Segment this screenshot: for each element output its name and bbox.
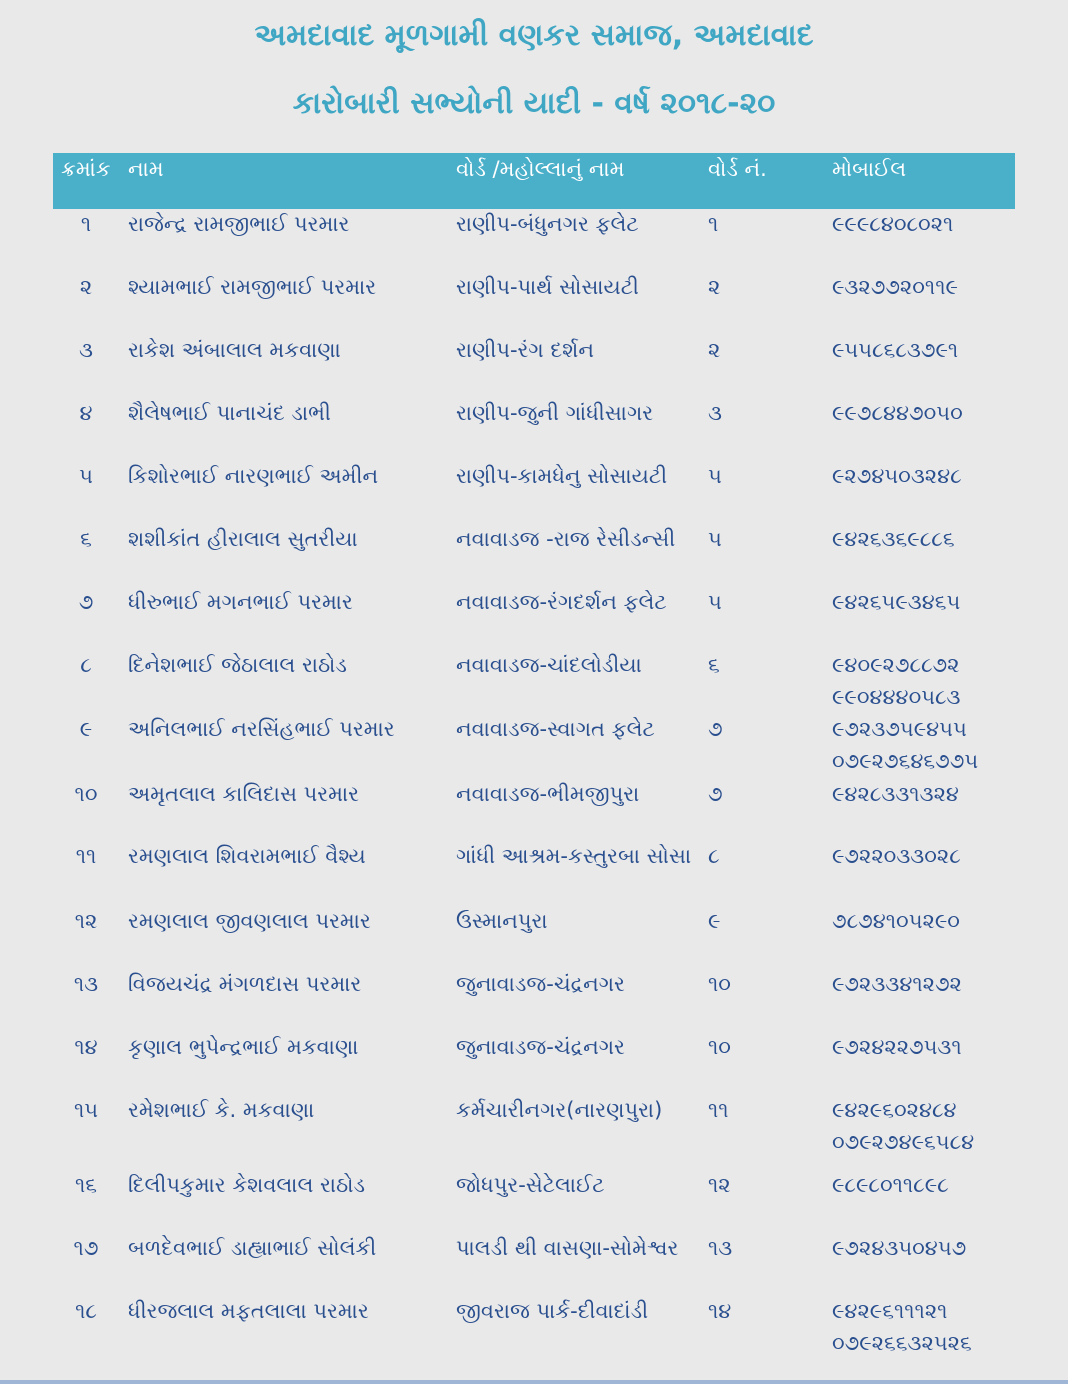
area-cell: ગાંધી આશ્રમ-કસ્તુરબા સોસા (456, 844, 692, 868)
mobile-cell (832, 586, 960, 618)
name-cell: શશીકાંત હીરાલાલ સુતરીયા (128, 527, 358, 551)
mobile-cell (832, 968, 962, 1000)
ward-cell: ૮ (708, 844, 720, 868)
mobile-cell (832, 523, 955, 555)
serial-cell: ૫ (79, 464, 93, 488)
mobile-cell (832, 460, 962, 492)
area-cell: નવાવાડજ-ચાંદલોડીયા (456, 653, 642, 677)
mobile-number: ૯૯૭૮૪૪૭૦૫૦ (832, 401, 963, 425)
mobile-cell (832, 713, 978, 777)
ward-cell: ૧૨ (708, 1173, 731, 1197)
serial-cell: ૧૮ (75, 1299, 97, 1323)
name-cell: શ્યામભાઈ રામજીભાઈ પરમાર (128, 275, 377, 299)
serial-cell: ૧૩ (73, 972, 99, 996)
serial-cell: ૧૧ (75, 844, 97, 868)
ward-cell: ૧૧ (708, 1098, 729, 1122)
area-cell: જોધપુર-સેટેલાઈટ (456, 1173, 605, 1197)
area-cell: ઉસ્માનપુરા (456, 909, 548, 933)
mobile-number-secondary: ૯૯૦૪૪૪૦૫૮૩ (832, 685, 961, 709)
mobile-number: ૯૭૨૩૭૫૯૪૫૫ (832, 717, 967, 741)
name-cell: રમણલાલ શિવરામભાઈ વૈશ્ય (128, 844, 366, 868)
mobile-cell (832, 1094, 974, 1158)
mobile-cell (832, 1031, 962, 1063)
mobile-number: ૯૭૨૩૩૪૧૨૭૨ (832, 972, 962, 996)
name-cell: કિશોરભાઈ નારણભાઈ અમીન (128, 464, 379, 488)
serial-cell: ૧૦ (74, 782, 98, 806)
mobile-number: ૯૪૦૯૨૭૮૮૭૨ (832, 653, 960, 677)
serial-cell: ૧ (80, 212, 92, 236)
mobile-number-secondary: ૦૭૯૨૭૬૪૬૭૭૫ (832, 749, 979, 773)
mobile-number: ૯૪૨૬૩૬૯૮૮૬ (832, 527, 955, 551)
name-cell: દિનેશભાઈ જેઠાલાલ રાઠોડ (128, 653, 347, 677)
mobile-cell (832, 208, 953, 240)
name-cell: ધીરજલાલ મફતલાલા પરમાર (128, 1299, 369, 1323)
serial-cell: ૬ (80, 527, 92, 551)
mobile-number: ૭૮૭૪૧૦૫૨૯૦ (832, 909, 960, 933)
serial-cell: ૧૭ (73, 1236, 99, 1260)
mobile-number: ૯૪૨૯૬૧૧૧૨૧ (832, 1299, 948, 1323)
bottom-divider (0, 1380, 1068, 1384)
ward-cell: ૭ (708, 717, 723, 741)
ward-cell: ૩ (708, 401, 722, 425)
area-cell: જુનાવાડજ-ચંદ્રનગર (456, 972, 625, 996)
header-serial: ક્રમાંક (61, 157, 111, 181)
page-title: અમદાવાદ મૂળગામી વણકર સમાજ, અમદાવાદ (254, 18, 814, 53)
serial-cell: ૧૪ (74, 1035, 98, 1059)
header-mobile: મોબાઈલ (832, 157, 907, 181)
ward-cell: ૭ (708, 782, 723, 806)
serial-cell: ૧૨ (74, 909, 98, 933)
name-cell: કૃણાલ ભુપેન્દ્રભાઈ મકવાણા (128, 1035, 359, 1059)
mobile-number-secondary: ૦૭૯૨૬૬૩૨૫૨૬ (832, 1331, 972, 1355)
ward-cell: ૨ (708, 338, 721, 362)
name-cell: રમણલાલ જીવણલાલ પરમાર (128, 909, 371, 933)
area-cell: રાણીપ-કામધેનુ સોસાયટી (456, 464, 668, 488)
area-cell: પાલડી થી વાસણા-સોમેશ્વર (456, 1236, 679, 1260)
page-subtitle: કારોબારી સભ્યોની યાદી - વર્ષ ૨૦૧૮-૨૦ (292, 86, 776, 121)
area-cell: જીવરાજ પાર્ક-દીવાદાંડી (456, 1299, 649, 1323)
ward-cell: ૨ (708, 275, 721, 299)
mobile-number: ૯૭૨૪૩૫૦૪૫૭ (832, 1236, 967, 1260)
ward-cell: ૧૦ (708, 1035, 731, 1059)
mobile-cell (832, 1232, 966, 1264)
mobile-number: ૯૭૨૪૨૨૭૫૩૧ (832, 1035, 962, 1059)
area-cell: જુનાવાડજ-ચંદ્રનગર (456, 1035, 625, 1059)
name-cell: બળદેવભાઈ ડાહ્યાભાઈ સોલંકી (128, 1236, 377, 1260)
serial-cell: ૯ (79, 717, 93, 741)
area-cell: રાણીપ-રંગ દર્શન (456, 338, 594, 362)
mobile-number: ૯૯૯૮૪૦૮૦૨૧ (832, 212, 954, 236)
name-cell: રાકેશ અંબાલાલ મકવાણા (128, 338, 341, 362)
area-cell: નવાવાડજ-ભીમજીપુરા (456, 782, 640, 806)
name-cell: રમેશભાઈ કે. મકવાણા (128, 1098, 315, 1122)
serial-cell: ૩ (79, 338, 93, 362)
serial-cell: ૮ (80, 653, 92, 677)
mobile-number: ૯૫૫૮૬૮૩૭૯૧ (832, 338, 959, 362)
mobile-cell (832, 1295, 972, 1359)
area-cell: રાણીપ-પાર્થ સોસાયટી (456, 275, 639, 299)
ward-cell: ૫ (708, 527, 722, 551)
serial-cell: ૨ (79, 275, 93, 299)
name-cell: અમૃતલાલ કાલિદાસ પરમાર (128, 782, 359, 806)
serial-cell: ૧૬ (74, 1173, 98, 1197)
name-cell: શૈલેષભાઈ પાનાચંદ ડાભી (128, 401, 331, 425)
area-cell: નવાવાડજ-સ્વાગત ફલેટ (456, 717, 655, 741)
ward-cell: ૫ (708, 590, 722, 614)
area-cell: નવાવાડજ-રંગદર્શન ફલેટ (456, 590, 667, 614)
ward-cell: ૧ (708, 212, 719, 236)
ward-cell: ૧૪ (708, 1299, 732, 1323)
ward-cell: ૧૩ (708, 1236, 733, 1260)
header-ward: વોર્ડ નં. (708, 157, 767, 181)
name-cell: વિજયચંદ્ર મંગળદાસ પરમાર (128, 972, 362, 996)
mobile-cell (832, 334, 958, 366)
mobile-number: ૯૪૨૯૬૦૨૪૮૪ (832, 1098, 957, 1122)
serial-cell: ૧૫ (73, 1098, 99, 1122)
ward-cell: ૯ (708, 909, 721, 933)
header-name: નામ (128, 157, 164, 181)
mobile-cell (832, 397, 963, 429)
mobile-cell (832, 840, 961, 872)
area-cell: રાણીપ-બંધુનગર ફલેટ (456, 212, 639, 236)
ward-cell: ૧૦ (708, 972, 731, 996)
name-cell: ધીરુભાઈ મગનભાઈ પરમાર (128, 590, 353, 614)
mobile-cell (832, 1169, 949, 1201)
mobile-number: ૯૮૯૮૦૧૧૮૯૮ (832, 1173, 949, 1197)
serial-cell: ૭ (78, 590, 94, 614)
mobile-cell (832, 905, 960, 937)
name-cell: દિલીપકુમાર કેશવલાલ રાઠોડ (128, 1173, 365, 1197)
area-cell: નવાવાડજ -રાજ રેસીડન્સી (456, 527, 676, 551)
header-area: વોર્ડ /મહોલ્લાનું નામ (456, 157, 625, 181)
mobile-cell (832, 271, 958, 303)
name-cell: રાજેન્દ્ર રામજીભાઈ પરમાર (128, 212, 350, 236)
serial-cell: ૪ (79, 401, 93, 425)
mobile-cell (832, 778, 959, 810)
mobile-number: ૯૪૨૬૫૯૩૪૬૫ (832, 590, 961, 614)
mobile-number: ૯૭૨૨૦૩૩૦૨૮ (832, 844, 961, 868)
name-cell: અનિલભાઈ નરસિંહભાઈ પરમાર (128, 717, 395, 741)
mobile-cell (832, 649, 961, 713)
mobile-number-secondary: ૦૭૯૨૭૪૯૬૫૮૪ (832, 1130, 975, 1154)
mobile-number: ૯૪૨૮૩૩૧૩૨૪ (832, 782, 959, 806)
area-cell: કર્મચારીનગર(નારણપુરા) (456, 1098, 663, 1122)
mobile-number: ૯૩૨૭૭૨૦૧૧૯ (832, 275, 958, 299)
mobile-number: ૯૨૭૪૫૦૩૨૪૮ (832, 464, 962, 488)
ward-cell: ૬ (708, 653, 720, 677)
area-cell: રાણીપ-જુની ગાંધીસાગર (456, 401, 654, 425)
table-header (53, 153, 1015, 209)
ward-cell: ૫ (708, 464, 722, 488)
